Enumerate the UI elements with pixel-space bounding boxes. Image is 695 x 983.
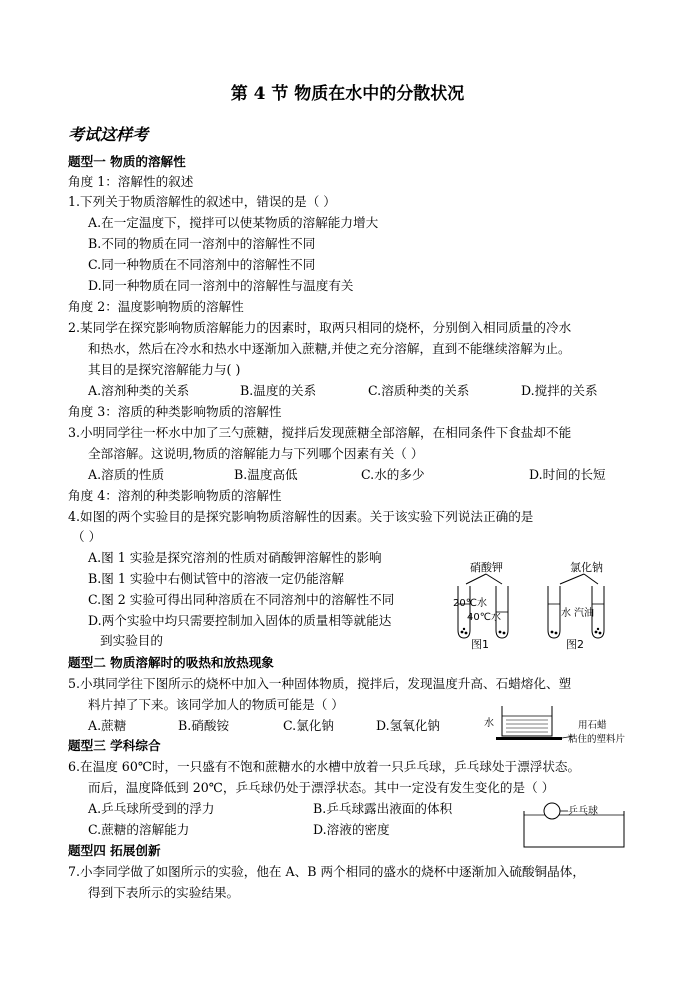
q4-option-d-line1: D.两个实验中均只需要控制加入固体的质量相等就能达 xyxy=(88,613,392,628)
fig1-caption: 图1 xyxy=(471,638,489,651)
q2-line2: 和热水，然后在冷水和热水中逐渐加入蔗糖,并使之充分溶解，直到不能继续溶解为止。 xyxy=(88,341,571,356)
fig2-water-label: 水 xyxy=(561,608,571,619)
q1-stem: 1.下列关于物质溶解性的叙述中，错误的是（ ） xyxy=(68,194,336,209)
q2-option-c: C.溶质种类的关系 xyxy=(368,383,470,398)
plastic-sheet xyxy=(496,737,562,740)
q5-beaker-figure xyxy=(478,700,628,746)
angle1-label: 角度 1：溶解性的叙述 xyxy=(68,174,194,189)
q2-line3: 其目的是探究溶解能力与( ) xyxy=(88,362,241,377)
q2-option-d: D.搅拌的关系 xyxy=(521,383,598,398)
q2-line1: 2.某同学在探究影响物质溶解能力的因素时，取两只相同的烧杯，分别倒入相同质量的冷水 xyxy=(68,320,572,335)
q3-option-c: C.水的多少 xyxy=(361,467,425,482)
q4-option-b: B.图 1 实验中右侧试管中的溶液一定仍能溶解 xyxy=(88,571,344,586)
fig1-cold-water-label: 20℃水 xyxy=(453,598,487,609)
q7-line1: 7.小李同学做了如图所示的实验，他在 A、B 两个相同的盛水的烧杯中逐渐加入硫酸铜晶体， xyxy=(68,864,585,879)
q5-wax-label-1: 用石蜡 xyxy=(578,720,607,731)
q6-option-c: C.蔗糖的溶解能力 xyxy=(88,822,190,837)
section-heading: 考试这样考 xyxy=(68,125,149,144)
angle2-label: 角度 2：温度影响物质的溶解性 xyxy=(68,299,244,314)
q6-tank-figure xyxy=(518,799,630,851)
q1-option-c: C.同一种物质在不同溶剂中的溶解性不同 xyxy=(88,257,316,272)
q5-wax-label-2: 粘住的塑料片 xyxy=(568,734,626,745)
q4-option-c: C.图 2 实验可得出同种溶质在不同溶剂中的溶解性不同 xyxy=(88,592,395,607)
q6-line2: 而后，温度降低到 20℃，乒乓球仍处于漂浮状态。其中一定没有发生变化的是（ ） xyxy=(88,780,555,795)
q7-line2: 得到下表所示的实验结果。 xyxy=(88,885,240,900)
q4-line2: （ ） xyxy=(72,529,102,544)
type4-heading: 题型四 拓展创新 xyxy=(68,843,161,858)
type2-heading: 题型二 物质溶解时的吸热和放热现象 xyxy=(68,655,274,670)
q5-line2: 料片掉了下来。该同学加人的物质可能是（ ） xyxy=(88,697,344,712)
ping-pong-ball xyxy=(544,803,560,819)
type1-heading: 题型一 物质的溶解性 xyxy=(68,154,186,169)
nacl-label: 氯化钠 xyxy=(570,561,603,574)
q4-option-a: A.图 1 实验是探究溶剂的性质对硝酸钾溶解性的影响 xyxy=(88,550,382,565)
q5-option-b: B.硝酸铵 xyxy=(178,718,230,733)
q6-option-b: B.乒乓球露出液面的体积 xyxy=(313,801,453,816)
type3-heading: 题型三 学科综合 xyxy=(68,738,161,753)
q3-option-b: B.温度高低 xyxy=(234,467,298,482)
q6-option-a: A.乒乓球所受到的浮力 xyxy=(88,801,215,816)
q5-line1: 5.小琪同学往下图所示的烧杯中加入一种固体物质，搅拌后，发现温度升高、石蜡熔化、塑 xyxy=(68,676,572,691)
q4-test-tube-figure xyxy=(438,560,618,652)
fig1-hot-water-label: 40℃水 xyxy=(467,612,501,623)
q6-option-d: D.溶液的密度 xyxy=(313,822,390,837)
q5-water-label: 水 xyxy=(484,718,494,729)
kno3-label: 硝酸钾 xyxy=(470,561,503,574)
fig2-gasoline-label: 汽油 xyxy=(574,608,594,619)
fig2-tube-left xyxy=(548,586,560,638)
q5-option-a: A.蔗糖 xyxy=(88,718,127,733)
q6-line1: 6.在温度 60℃时，一只盛有不饱和蔗糖水的水槽中放着一只乒乓球，乒乓球处于漂浮状态。 xyxy=(68,759,581,774)
q2-option-b: B.温度的关系 xyxy=(240,383,317,398)
q5-option-d: D.氢氧化钠 xyxy=(376,718,441,733)
q2-option-a: A.溶剂种类的关系 xyxy=(88,383,190,398)
q6-ball-label: 乒乓球 xyxy=(568,806,598,817)
angle3-label: 角度 3：溶质的种类影响物质的溶解性 xyxy=(68,404,282,419)
angle4-label: 角度 4：溶剂的种类影响物质的溶解性 xyxy=(68,488,282,503)
fig2-caption: 图2 xyxy=(566,638,584,651)
page-title: 第 4 节 物质在水中的分散状况 xyxy=(230,84,465,104)
beaker-outline xyxy=(502,706,552,736)
q1-option-d: D.同一种物质在同一溶剂中的溶解性与温度有关 xyxy=(88,278,354,293)
q4-line1: 4.如图的两个实验目的是探究影响物质溶解性的因素。关于该实验下列说法正确的是 xyxy=(68,509,534,524)
q3-option-a: A.溶质的性质 xyxy=(88,467,165,482)
q4-option-d-line2: 到实验目的 xyxy=(100,633,163,648)
q1-option-b: B.不同的物质在同一溶剂中的溶解性不同 xyxy=(88,236,316,251)
q1-option-a: A.在一定温度下，搅拌可以使某物质的溶解能力增大 xyxy=(88,215,379,230)
q3-line1: 3.小明同学往一杯水中加了三勺蔗糖，搅拌后发现蔗糖全部溶解，在相同条件下食盐却不能 xyxy=(68,425,572,440)
q5-option-c: C.氯化钠 xyxy=(283,718,334,733)
q3-option-d: D.时间的长短 xyxy=(529,467,606,482)
q3-line2: 全部溶解。这说明,物质的溶解能力与下列哪个因素有关（ ） xyxy=(88,446,424,461)
